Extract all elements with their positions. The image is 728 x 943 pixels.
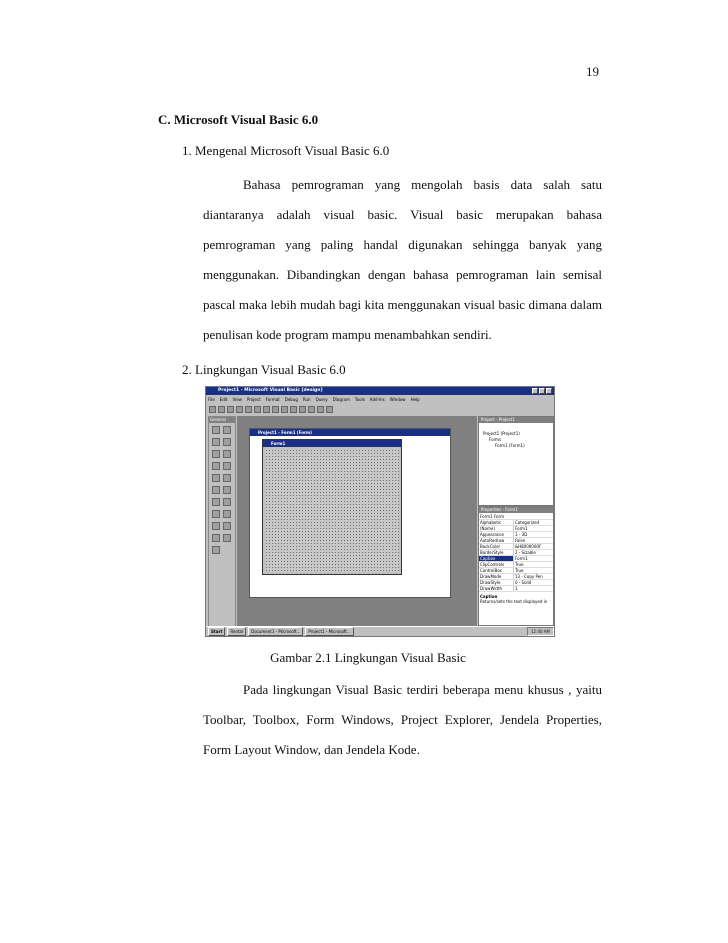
project-explorer [478,416,554,506]
properties-window [478,506,554,626]
menu-format: Format [265,397,280,402]
property-row: BorderStyle 2 - Sizable [479,550,553,556]
properties-title: Properties - Form1 [479,507,553,513]
close-icon [546,388,552,394]
property-row: ControlBox True [479,568,553,574]
ole-tool-icon [212,546,220,554]
vb-ide-screenshot [205,386,555,637]
toolbar-button-icon [263,406,270,413]
toolbar-button-icon [236,406,243,413]
page-number: 19 [586,64,599,79]
pointer-tool-icon [212,426,220,434]
combo-tool-icon [212,474,220,482]
window-title: Project1 - Microsoft Visual Basic [design] [218,388,323,393]
toolbar-button-icon [299,406,306,413]
timer-tool-icon [212,498,220,506]
explorer-item: Forms [489,437,502,442]
toolbar-button-icon [209,406,216,413]
property-row: DrawWidth 1 [479,586,553,592]
menu-help: Help [410,397,420,402]
paragraph-1-text: Bahasa pemrograman yang mengolah basis data salah satu diantaranya adalah visual basic. Visual basic merupakan bahasa pemrograman yang paling handal digunakan sehingga banyak yang menggunakan. Dibandingkan dengan bahasa pemrograman lain semisal pascal maka lebih mudah bagi kita menggunakan visual basic dimana dalam penulisan kode program mampu menambahkan sendiri. [203,177,602,342]
drive-tool-icon [223,498,231,506]
checkbox-tool-icon [212,462,220,470]
project-form-window-title: Project1 - Form1 (Form) [250,429,450,436]
list-tool-icon [223,474,231,482]
file-tool-icon [223,510,231,518]
menu-file: File [208,397,215,402]
subsection-heading-2: 2. Lingkungan Visual Basic 6.0 [182,362,346,377]
line-tool-icon [223,522,231,530]
property-row: DrawMode 13 - Copy Pen [479,574,553,580]
minimize-icon [532,388,538,394]
toolbar-button-icon [254,406,261,413]
properties-object: Form1 Form [479,514,553,520]
menu-edit: Edit [219,397,228,402]
windows-taskbar [206,626,555,636]
toolbar-button-icon [317,406,324,413]
toolbox-panel [208,416,236,628]
taskbar-item: Rental [227,627,246,636]
window-titlebar [206,387,554,395]
toolbar-button-icon [308,406,315,413]
right-pane [478,416,552,626]
toolbox-title: General [209,417,235,423]
standard-toolbar [206,404,555,414]
property-row-selected: Caption Form1 [479,556,553,562]
property-row: DrawStyle 0 - Solid [479,580,553,586]
textbox-tool-icon [223,438,231,446]
property-row: BackColor &H8000000F [479,544,553,550]
menu-query: Query [315,397,328,402]
paragraph-2 [203,675,602,765]
shape-tool-icon [212,522,220,530]
picture-tool-icon [223,426,231,434]
maximize-icon [539,388,545,394]
button-tool-icon [223,450,231,458]
menu-tools: Tools [354,397,365,402]
property-row: Appearance 1 - 3D [479,532,553,538]
image-tool-icon [212,534,220,542]
label-tool-icon [212,438,220,446]
data-tool-icon [223,534,231,542]
dir-tool-icon [212,510,220,518]
paragraph-1 [203,170,602,350]
menu-project: Project [246,397,261,402]
toolbar-button-icon [326,406,333,413]
property-row: ClipControls True [479,562,553,568]
taskbar-item: Project1 - Microsoft... [305,627,353,636]
toolbar-button-icon [290,406,297,413]
explorer-item: Project1 (Project1) [483,431,520,436]
caption-help-title: Caption [480,594,498,599]
project-explorer-title: Project - Project1 [479,417,553,423]
properties-tabs: Alphabetic Categorized [479,520,553,526]
menu-addins: Add-Ins [369,397,385,402]
menu-window: Window [389,397,406,402]
form-title: Form1 [263,440,401,447]
subsection-heading-1: 1. Mengenal Microsoft Visual Basic 6.0 [182,143,390,158]
form-designer [262,439,402,575]
menu-bar [206,396,554,403]
figure-caption: Gambar 2.1 Lingkungan Visual Basic [270,650,466,665]
menu-view: View [232,397,242,402]
menu-run: Run [302,397,311,402]
option-tool-icon [223,462,231,470]
mdi-workspace [237,416,477,626]
property-row: AutoRedraw False [479,538,553,544]
toolbar-button-icon [218,406,225,413]
frame-tool-icon [212,450,220,458]
menu-diagram: Diagram [332,397,350,402]
toolbar-button-icon [245,406,252,413]
vscroll-tool-icon [223,486,231,494]
menu-debug: Debug [284,397,298,402]
paragraph-2-text: Pada lingkungan Visual Basic terdiri beberapa menu khusus , yaitu Toolbar, Toolbox, Form Windows, Project Explorer, Jendela Properties, Form Layout Window, dan Jendela Kode. [203,682,602,757]
taskbar-item: Document1 - Microsoft... [248,627,303,636]
section-heading: C. Microsoft Visual Basic 6.0 [158,112,319,127]
taskbar-clock: 12:40 AM [527,627,554,636]
toolbar-button-icon [227,406,234,413]
caption-help-text: Returns/sets the text displayed in [480,599,548,604]
toolbar-button-icon [281,406,288,413]
form-grid [265,449,399,572]
toolbar-button-icon [272,406,279,413]
property-row: (Name) Form1 [479,526,553,532]
explorer-item: Form1 (Form1) [495,443,525,448]
start-button: Start [208,627,225,636]
hscroll-tool-icon [212,486,220,494]
project-form-window [249,428,451,598]
